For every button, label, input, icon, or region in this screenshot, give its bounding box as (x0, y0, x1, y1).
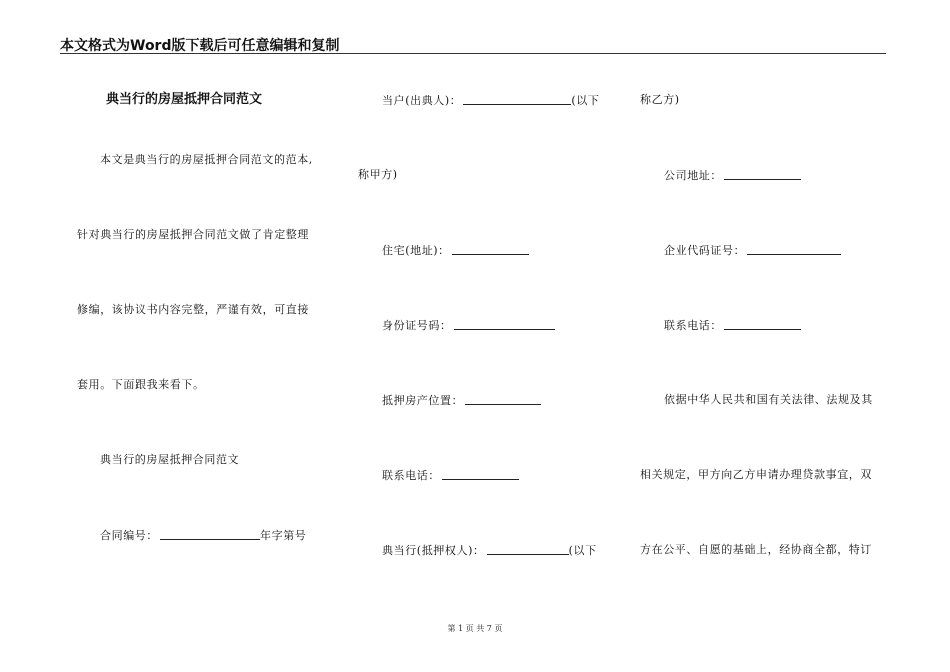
contract-number-blank (160, 528, 260, 540)
pawnshop-phone-line (664, 318, 801, 333)
header-divider (60, 53, 886, 54)
pawnshop-line (382, 543, 597, 558)
company-address-line (664, 168, 801, 183)
company-address-label: 公司地址： (664, 169, 722, 182)
pawner-phone-line (382, 468, 519, 483)
id-number-label: 身份证号码： (382, 319, 452, 332)
enterprise-code-label: 企业代码证号： (664, 244, 746, 257)
section-subtitle: 典当行的房屋抵押合同范文 (100, 453, 240, 466)
contract-number-suffix: 年字第号 (260, 529, 307, 542)
pawner-label: 当户(出典人)： (382, 94, 462, 107)
page-number: 第 1 页 共 7 页 (447, 624, 503, 633)
pawnshop-phone-label: 联系电话： (664, 319, 722, 332)
pawnshop-phone-blank (724, 318, 801, 330)
pawner-blank (463, 93, 571, 105)
property-location-blank (465, 393, 541, 405)
pawnshop-blank (487, 543, 569, 555)
property-location-line (382, 393, 541, 408)
document-header: 本文格式为Word版下载后可任意编辑和复制 (60, 38, 340, 54)
residence-blank (452, 243, 529, 255)
party-a-note: 称甲方) (358, 168, 398, 181)
pawnshop-suffix: (以下 (568, 544, 597, 557)
contract-number-line (100, 528, 306, 543)
property-location-label: 抵押房产位置： (382, 394, 464, 407)
intro-line-3: 修编，该协议书内容完整，严谨有效，可直接 (77, 303, 309, 316)
pawnshop-label: 典当行(抵押权人)： (382, 544, 485, 557)
residence-label: 住宅(地址)： (382, 244, 450, 257)
body-line-1: 依据中华人民共和国有关法律、法规及其 (664, 393, 873, 406)
body-line-3: 方在公平、自愿的基础上，经协商全都，特订 (640, 543, 872, 556)
intro-line-4: 套用。下面跟我来看下。 (77, 378, 205, 391)
party-b-note: 称乙方) (640, 93, 680, 106)
pawner-phone-blank (442, 468, 519, 480)
residence-line (382, 243, 529, 258)
body-line-2: 相关规定，甲方向乙方申请办理贷款事宜，双 (640, 468, 872, 481)
company-address-blank (724, 168, 801, 180)
intro-line-1: 本文是典当行的房屋抵押合同范文的范本, (100, 153, 313, 166)
pawner-phone-label: 联系电话： (382, 469, 440, 482)
enterprise-code-blank (747, 243, 841, 255)
intro-line-2: 针对典当行的房屋抵押合同范文做了肯定整理 (77, 228, 309, 241)
id-number-blank (454, 318, 555, 330)
document-title: 典当行的房屋抵押合同范文 (106, 92, 263, 107)
pawner-line (382, 93, 599, 108)
pawner-suffix: (以下 (571, 94, 600, 107)
enterprise-code-line (664, 243, 841, 258)
id-number-line (382, 318, 555, 333)
contract-number-label: 合同编号： (100, 529, 158, 542)
